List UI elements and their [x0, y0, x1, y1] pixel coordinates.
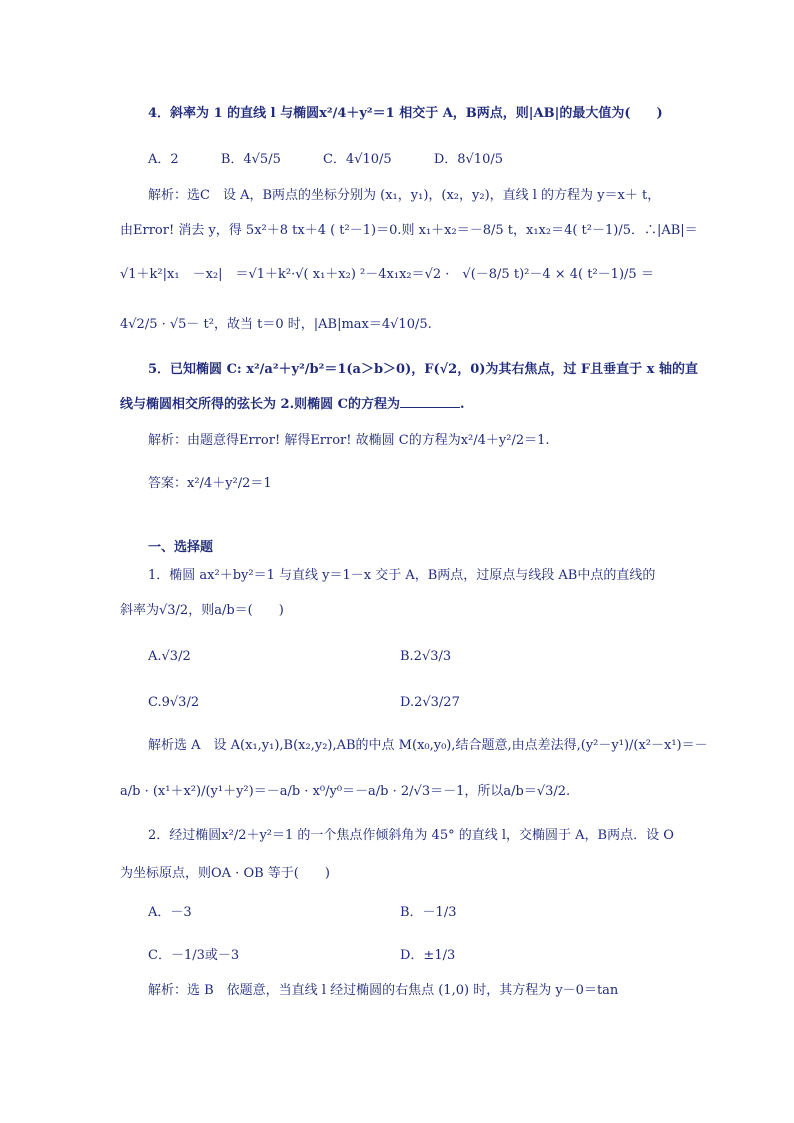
q4-solution-line-1: 解析：选C 设 A，B两点的坐标分别为 (x₁，y₁)，(x₂，y₂)，直线 l 的方程为 y＝x＋ t， — [148, 188, 661, 203]
q4-option-b: B．4√5/5 — [220, 152, 281, 167]
p1-stem-line-1: 1．椭圆 ax²＋by²＝1 与直线 y＝1－x 交于 A，B两点，过原点与线段 AB中点的直线的 — [148, 568, 656, 583]
p1-option-a: A.√3/2 — [148, 649, 191, 664]
q5-stem-text: 线与椭圆相交所得的弦长为 2.则椭圆 C的方程为 — [120, 397, 400, 412]
p1-options-row-2 — [148, 693, 676, 713]
p1-option-d: D.2√3/27 — [400, 695, 460, 710]
p2-option-c: C．－1/3或－3 — [148, 948, 240, 963]
p2-option-b: B．－1/3 — [400, 905, 457, 920]
p1-option-b: B.2√3/3 — [400, 649, 452, 664]
q4-option-d: D．8√10/5 — [433, 152, 503, 167]
p2-stem-line-2: 为坐标原点，则OA · OB 等于( ) — [120, 866, 330, 881]
q5-answer: 答案：x²/4＋y²/2＝1 — [148, 476, 272, 491]
p2-option-a: A．－3 — [148, 905, 192, 920]
q4-stem: 4．斜率为 1 的直线 l 与椭圆x²/4＋y²＝1 相交于 A，B两点，则|AB|的最大值为( ) — [148, 106, 663, 121]
p2-options-row-2 — [148, 946, 676, 966]
answer-blank — [400, 395, 460, 408]
q5-stem-line-1: 5．已知椭圆 C: x²/a²＋y²/b²＝1(a＞b＞0)，F(√2，0)为其右焦点，过 F且垂直于 x 轴的直 — [148, 362, 698, 377]
q4-solution-line-4: 4√2/5 · √5－ t²，故当 t＝0 时，|AB|max＝4√10/5. — [120, 317, 432, 332]
p1-stem-line-2: 斜率为√3/2，则a/b＝( ) — [120, 603, 284, 618]
p1-options-row-1 — [148, 647, 676, 667]
q5-stem-end: . — [459, 397, 465, 412]
p2-stem-line-1: 2．经过椭圆x²/2＋y²＝1 的一个焦点作倾斜角为 45° 的直线 l，交椭圆于 A，B两点．设 O — [148, 828, 674, 843]
p2-option-d: D．±1/3 — [400, 948, 456, 963]
q4-solution-line-3: √1＋k²|x₁ －x₂| ＝√1＋k²·√( x₁＋x₂) ²－4x₁x₂＝√2 · √(－8/5 t)²－4 × 4( t²－1)/5 ＝ — [120, 267, 654, 282]
q5-solution: 解析：由题意得Error! 解得Error! 故椭圆 C的方程为x²/4＋y²/2＝1. — [148, 433, 550, 448]
p1-option-c: C.9√3/2 — [148, 695, 200, 710]
q4-option-a: A．2 — [148, 152, 179, 167]
q4-solution-line-2: 由Error! 消去 y，得 5x²＋8 tx＋4 ( t²－1)＝0.则 x₁＋x₂＝－8/5 t，x₁x₂＝4( t²－1)/5．∴|AB|＝ — [120, 223, 698, 238]
p2-solution-line-1: 解析：选 B 依题意，当直线 l 经过椭圆的右焦点 (1,0) 时，其方程为 y－0＝tan — [148, 983, 619, 998]
section-title: 一、选择题 — [148, 540, 214, 555]
q4-options — [148, 150, 676, 170]
p1-solution-line-2: a/b · (x¹＋x²)/(y¹＋y²)＝－a/b · x⁰/y⁰＝－a/b · 2/√3＝－1，所以a/b＝√3/2. — [120, 784, 571, 799]
q5-stem-line-2 — [120, 395, 676, 415]
q4-option-c: C．4√10/5 — [322, 152, 392, 167]
p1-solution-line-1: 解析选 A 设 A(x₁,y₁),B(x₂,y₂),AB的中点 M(x₀,y₀),结合题意,由点差法得,(y²－y¹)/(x²－x¹)＝－ — [148, 738, 708, 753]
p2-options-row-1 — [148, 903, 676, 923]
